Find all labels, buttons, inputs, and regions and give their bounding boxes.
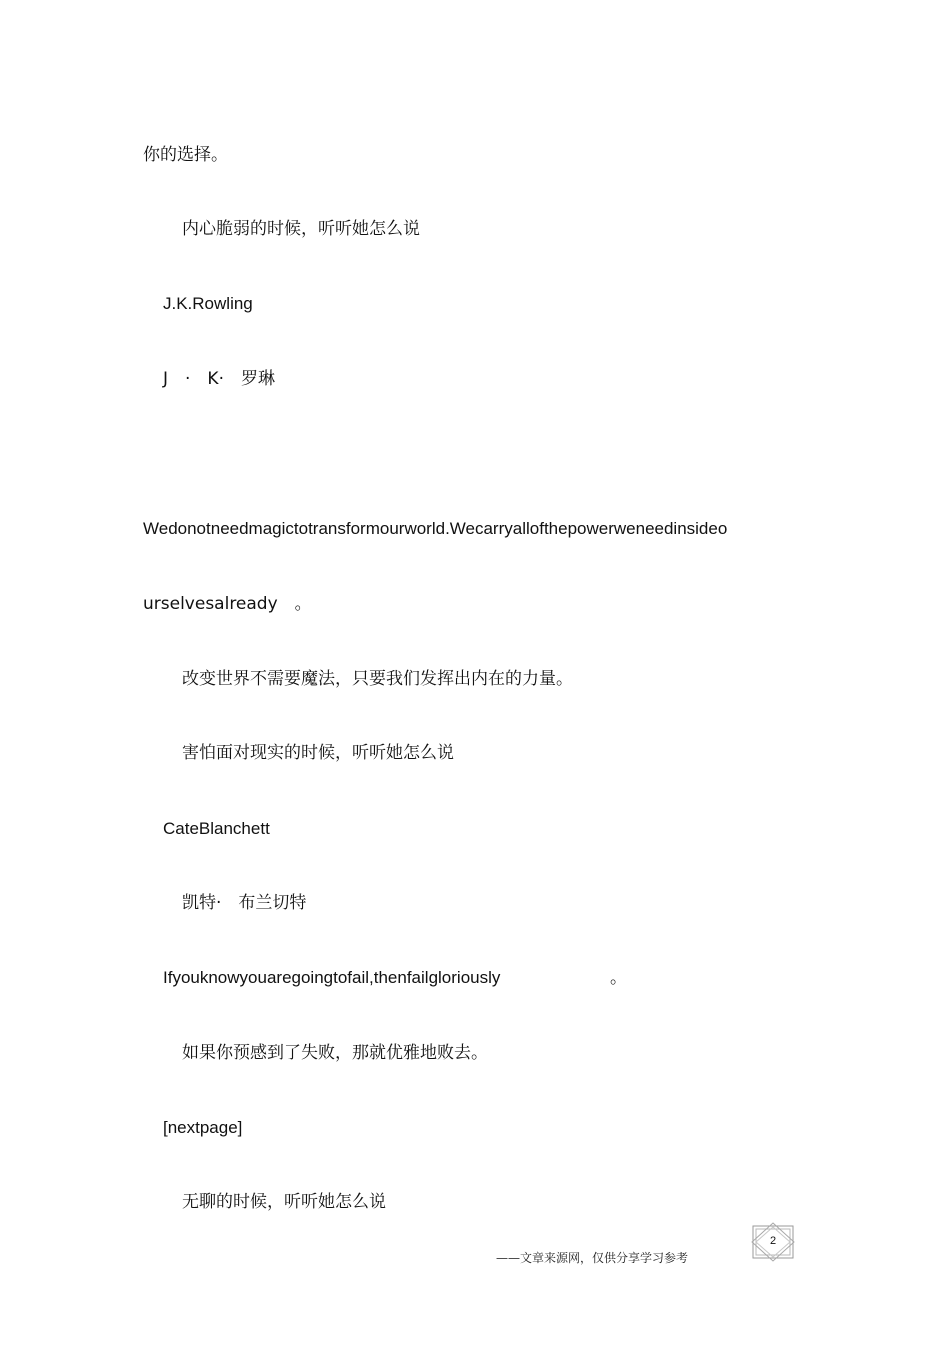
page-number-badge bbox=[750, 1222, 796, 1262]
footer-source-note: ——文章来源网，仅供分享学习参考 bbox=[496, 1251, 689, 1265]
text-line-3: J.K.Rowling bbox=[163, 294, 253, 313]
text-line-4: J · K· 罗琳 bbox=[163, 369, 275, 389]
page-number: 2 bbox=[769, 1235, 777, 1247]
text-line-10: 凯特· 布兰切特 bbox=[182, 893, 307, 913]
text-line-14: 无聊的时候，听听她怎么说 bbox=[182, 1192, 386, 1212]
text-line-6: urselvesalready 。 bbox=[143, 594, 312, 614]
text-line-5: Wedonotneedmagictotransformourworld.Wecarryallofthepowerweneedinsideo bbox=[143, 519, 728, 538]
text-line-13: [nextpage] bbox=[163, 1118, 243, 1137]
text-line-9: CateBlanchett bbox=[163, 819, 270, 838]
text-line-2: 内心脆弱的时候，听听她怎么说 bbox=[182, 219, 420, 239]
text-line-1: 你的选择。 bbox=[143, 145, 228, 165]
text-line-11: Ifyouknowyouaregoingtofail,thenfailgloriously bbox=[163, 968, 501, 987]
text-line-7: 改变世界不需要魔法，只要我们发挥出内在的力量。 bbox=[182, 669, 573, 689]
text-line-12: 如果你预感到了失败，那就优雅地败去。 bbox=[182, 1043, 488, 1063]
text-line-8: 害怕面对现实的时候，听听她怎么说 bbox=[182, 743, 454, 763]
text-line-11-end-mark: 。 bbox=[610, 968, 627, 988]
